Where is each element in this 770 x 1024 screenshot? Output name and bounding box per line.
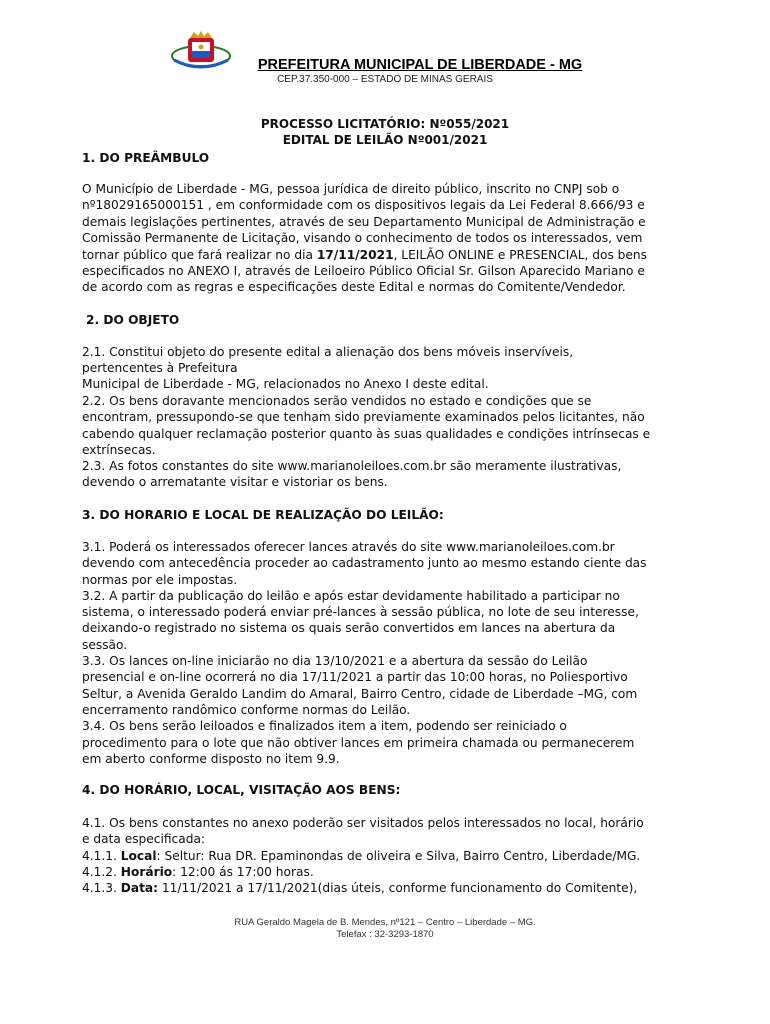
paragraph-line — [82, 880, 688, 896]
footer-phone: Telefax : 32-3293-1870 — [336, 929, 434, 940]
process-number: PROCESSO LICITATÓRIO: Nº055/2021 — [260, 117, 510, 131]
paragraph-line: deixando-o registrado no sistema os quais serão convertidos em lances na abertura da — [82, 621, 616, 635]
paragraph-line: e data especificada: — [82, 832, 206, 846]
text-run: 4.1.3. — [82, 881, 121, 895]
paragraph-line: de acordo com as regras e especificações deste Edital e normas do Comitente/Vendedor. — [82, 280, 626, 294]
footer-address: RUA Geraldo Magela de B. Mendes, nº121 – Centro – Liberdade – MG. — [234, 917, 536, 928]
label-local: Local — [120, 849, 157, 863]
paragraph-line: 2.3. As fotos constantes do site www.marianoleiloes.com.br são meramente ilustrativas, — [82, 459, 622, 473]
paragraph-line: 3.2. A partir da publicação do leilão e após estar devidamente habilitado a participar no — [82, 589, 620, 603]
paragraph-line: encontram, pressupondo-se que tenham sido previamente examinados pelos licitantes, não — [82, 410, 645, 424]
auction-date: 17/11/2021 — [316, 248, 394, 262]
paragraph-line — [82, 864, 688, 880]
paragraph-line — [82, 848, 688, 864]
paragraph-line: 3.1. Poderá os interessados oferecer lances através do site www.marianoleiloes.com.br — [82, 540, 615, 554]
text-run: tornar público que fará realizar no dia — [82, 248, 317, 262]
paragraph-line: em aberto conforme disposto no item 9.9. — [82, 752, 340, 766]
paragraph-line: 3.3. Os lances on-line iniciarão no dia 13/10/2021 e a abertura da sessão do Leilão — [82, 654, 588, 668]
text-run: : Seltur: Rua DR. Epaminondas de oliveira e Silva, Bairro Centro, Liberdade/MG. — [156, 849, 641, 863]
section-1-heading: 1. DO PREÂMBULO — [82, 151, 210, 165]
paragraph-line — [82, 247, 688, 263]
edital-number: EDITAL DE LEILÃO Nº001/2021 — [282, 133, 488, 147]
paragraph-line: sistema, o interessado poderá enviar pré-lances à sessão pública, no lote de seu interesse, — [82, 605, 639, 619]
paragraph-line: especificados no ANEXO I, através de Leiloeiro Público Oficial Sr. Gilson Aparecido Mariano e — [82, 264, 645, 278]
section-4-heading: 4. DO HORÁRIO, LOCAL, VISITAÇÃO AOS BENS: — [82, 783, 401, 797]
paragraph-line: extrínsecas. — [82, 443, 156, 457]
paragraph-line: 2.2. Os bens doravante mencionados serão vendidos no estado e condições que se — [82, 394, 592, 408]
paragraph-line: O Município de Liberdade - MG, pessoa jurídica de direito público, inscrito no CNPJ sob o — [82, 182, 620, 196]
paragraph-line: Municipal de Liberdade - MG, relacionados no Anexo I deste edital. — [82, 377, 489, 391]
paragraph-line: demais legislações pertinentes, através de seu Departamento Municipal de Administração e — [82, 215, 646, 229]
paragraph-line: Seltur, a Avenida Geraldo Landim do Amaral, Bairro Centro, cidade de Liberdade –MG, com — [82, 687, 638, 701]
paragraph-line: pertencentes à Prefeitura — [82, 361, 238, 375]
paragraph-line: cabendo qualquer reclamação posterior quanto às suas qualidades e condições intrínsecas e — [82, 427, 651, 441]
section-2-heading: 2. DO OBJETO — [86, 313, 180, 327]
text-run: , LEILÃO ONLINE e PRESENCIAL, dos bens — [393, 248, 647, 262]
paragraph-line: devendo com antecedência proceder ao cadastramento junto ao mesmo estando ciente das — [82, 556, 647, 570]
paragraph-line: presencial e on-line ocorrerá no dia 17/11/2021 a partir das 10:00 horas, no Poliesportivo — [82, 670, 628, 684]
paragraph-line: procedimento para o lote que não obtiver lances em primeira chamada ou permanecerem — [82, 736, 635, 750]
paragraph-line: normas por ele impostas. — [82, 573, 238, 587]
paragraph-line: nº18029165000151 , em conformidade com os dispositivos legais da Lei Federal 8.666/93 e — [82, 198, 645, 212]
text-run: : 12:00 ás 17:00 horas. — [172, 865, 314, 879]
label-data: Data: — [120, 881, 159, 895]
text-run: 11/11/2021 a 17/11/2021(dias úteis, conforme funcionamento do Comitente), — [158, 881, 638, 895]
paragraph-line: 2.1. Constitui objeto do presente edital a alienação dos bens móveis inservíveis, — [82, 345, 574, 359]
text-run: 4.1.1. — [82, 849, 121, 863]
paragraph-line: sessão. — [82, 638, 128, 652]
paragraph-line: devendo o arrematante visitar e vistoriar os bens. — [82, 475, 388, 489]
label-horario: Horário — [120, 865, 173, 879]
header-subtitle: CEP.37.350-000 – ESTADO DE MINAS GERAIS — [277, 74, 493, 85]
paragraph-line: 3.4. Os bens serão leiloados e finalizados item a item, podendo ser reiniciado o — [82, 719, 567, 733]
section-3-heading: 3. DO HORARIO E LOCAL DE REALIZAÇÃO DO LEILÃO: — [82, 508, 444, 522]
header-title: PREFEITURA MUNICIPAL DE LIBERDADE - MG — [257, 57, 583, 73]
paragraph-line: Comissão Permanente de Licitação, visando o conhecimento de todos os interessados, vem — [82, 231, 643, 245]
text-run: 4.1.2. — [82, 865, 121, 879]
paragraph-line: 4.1. Os bens constantes no anexo poderão ser visitados pelos interessados no local, horário — [82, 816, 644, 830]
paragraph-line: encerramento randômico conforme normas do Leilão. — [82, 703, 411, 717]
